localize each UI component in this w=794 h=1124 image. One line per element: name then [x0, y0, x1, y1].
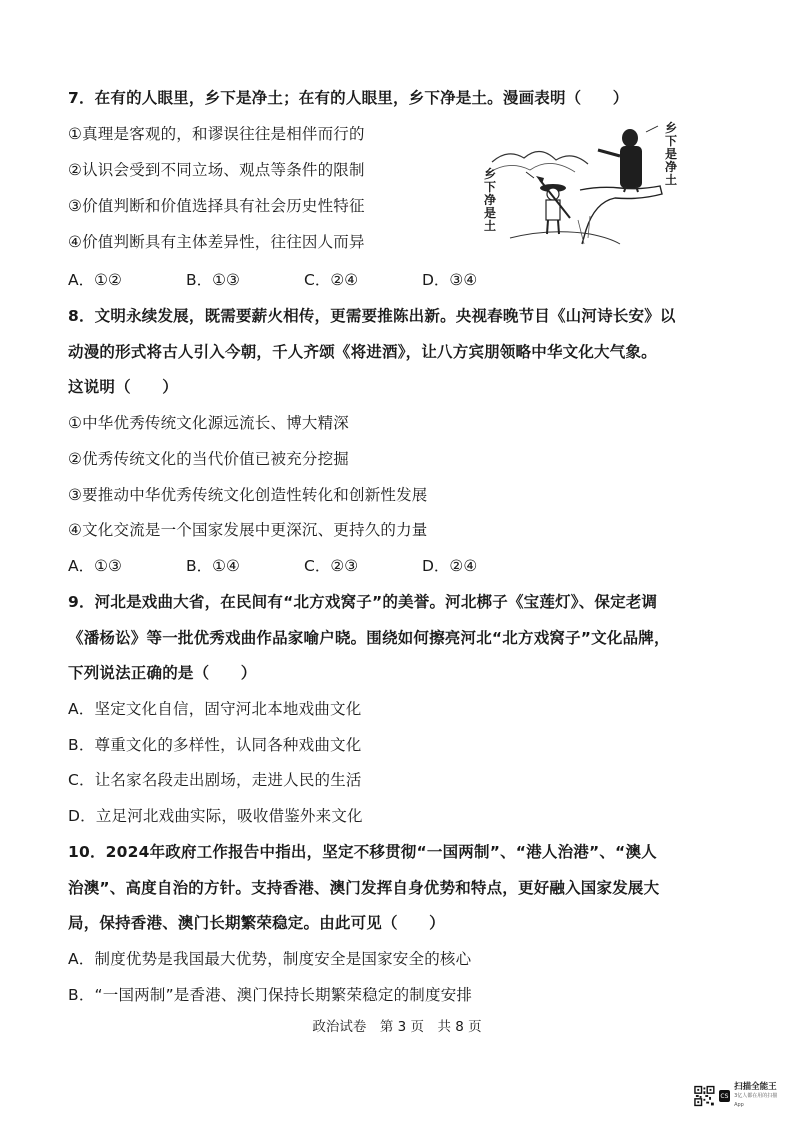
q10-stem-line-2: 治澳”、高度自治的方针。支持香港、澳门发挥自身优势和特点，更好融入国家发展大: [68, 879, 660, 897]
q7-statement-4: ④价值判断具有主体差异性，往往因人而异: [68, 233, 365, 251]
q7-option-b[interactable]: B．①③: [186, 271, 240, 289]
q9-option-d[interactable]: D．立足河北戏曲实际，吸收借鉴外来文化: [68, 807, 363, 825]
q8-option-d[interactable]: D．②④: [422, 557, 478, 575]
cartoon-label-left: 乡下净是土: [484, 167, 497, 233]
scanner-watermark: [694, 1083, 784, 1109]
q8-stem-line-3: 这说明（ ）: [68, 378, 178, 396]
q8-options: [68, 556, 540, 576]
q8-statement-3: ③要推动中华优秀传统文化创造性转化和创新性发展: [68, 486, 428, 504]
q8-statement-1: ①中华优秀传统文化源远流长、博大精深: [68, 414, 349, 432]
q7-option-a[interactable]: A．①②: [68, 271, 122, 289]
q10-stem-line-1: 10．2024年政府工作报告中指出，坚定不移贯彻“一国两制”、“港人治港”、“澳人: [68, 843, 657, 861]
q9-option-b[interactable]: B．尊重文化的多样性，认同各种戏曲文化: [68, 736, 362, 754]
page-footer: 政治试卷 第 3 页 共 8 页: [312, 1019, 482, 1035]
q7-statement-3: ③价值判断和价值选择具有社会历史性特征: [68, 197, 365, 215]
q7-option-c[interactable]: C．②④: [304, 271, 359, 289]
q9-option-a[interactable]: A．坚定文化自信，固守河北本地戏曲文化: [68, 700, 362, 718]
q9-stem-line-1: 9．河北是戏曲大省，在民间有“北方戏窝子”的美誉。河北梆子《宝莲灯》、保定老调: [68, 593, 658, 611]
q8-option-b[interactable]: B．①④: [186, 557, 240, 575]
q7-options: [68, 270, 540, 290]
q9-option-c[interactable]: C．让名家名段走出剧场，走进人民的生活: [68, 771, 362, 789]
q9-stem-line-2: 《潘杨讼》等一批优秀戏曲作品家喻户晓。围绕如何擦亮河北“北方戏窝子”文化品牌，: [68, 629, 670, 647]
app-name: 扫描全能王: [734, 1081, 777, 1092]
q9-stem-line-3: 下列说法正确的是（ ）: [68, 664, 257, 682]
q7-statement-2: ②认识会受到不同立场、观点等条件的限制: [68, 161, 365, 179]
app-logo: CS: [719, 1090, 730, 1102]
q7-statement-1: ①真理是客观的，和谬误往往是相伴而行的: [68, 125, 365, 143]
qr-code-icon: [694, 1085, 715, 1107]
cartoon-label-right: 乡下是净土: [665, 121, 678, 187]
q10-option-a[interactable]: A．制度优势是我国最大优势，制度安全是国家安全的核心: [68, 950, 472, 968]
q8-option-c[interactable]: C．②③: [304, 557, 359, 575]
q7-stem: 7．在有的人眼里，乡下是净土；在有的人眼里，乡下净是土。漫画表明（ ）: [68, 89, 629, 107]
q8-option-a[interactable]: A．①③: [68, 557, 122, 575]
q7-cartoon: [484, 120, 695, 250]
q8-statement-4: ④文化交流是一个国家发展中更深沉、更持久的力量: [68, 521, 428, 539]
q7-option-d[interactable]: D．③④: [422, 271, 478, 289]
q8-stem-line-1: 8．文明永续发展，既需要薪火相传，更需要推陈出新。央视春晚节目《山河诗长安》以: [68, 307, 676, 325]
q10-option-b[interactable]: B．“一国两制”是香港、澳门保持长期繁荣稳定的制度安排: [68, 986, 473, 1004]
app-tagline: 3亿人都在用的扫描App: [734, 1092, 778, 1108]
q10-stem-line-3: 局，保持香港、澳门长期繁荣稳定。由此可见（ ）: [68, 914, 445, 932]
q8-stem-line-2: 动漫的形式将古人引入今朝，千人齐颂《将进酒》，让八方宾朋领略中华文化大气象。: [68, 343, 657, 361]
q8-statement-2: ②优秀传统文化的当代价值已被充分挖掘: [68, 450, 349, 468]
